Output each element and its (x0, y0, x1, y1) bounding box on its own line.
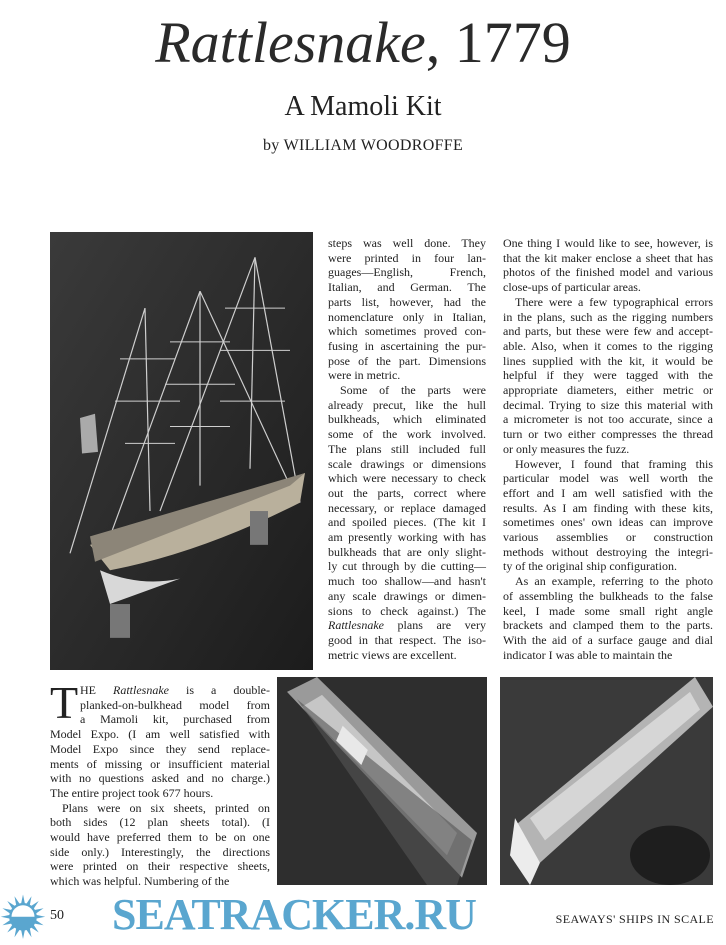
text-run: As an example, referring to the photo (515, 574, 713, 589)
text-run: The plans still included full (328, 441, 486, 456)
text-line (50, 786, 270, 801)
italic-text: Rattlesnake (113, 683, 169, 697)
text-line (328, 383, 486, 398)
text-run: am presently working with has (328, 530, 486, 545)
text-run: Italian, and German. The (328, 280, 486, 295)
article-title (0, 8, 726, 78)
text-run: Model Expo. (I am well satisfied with (50, 727, 270, 742)
text-run: ments of missing or insufficient material (50, 756, 270, 771)
text-line (503, 368, 713, 383)
text-run: and spoiled pieces. (The kit I (328, 515, 486, 530)
text-run: nomenclature only in Italian, (328, 309, 486, 324)
text-run: photos of the finished model and various (503, 265, 713, 280)
photo-hull-stern-view (500, 677, 713, 885)
text-line (503, 604, 713, 619)
text-run: fusing in ascertaining the pur- (328, 338, 486, 353)
text-run: sometimes ones' own ideas can improve (503, 515, 713, 530)
text-line (328, 339, 486, 354)
text-run: necessary, or replace damaged (328, 500, 486, 515)
text-line (503, 280, 713, 295)
text-line (328, 280, 486, 295)
title-ship-name: Rattlesnake (155, 10, 426, 75)
text-line (503, 515, 713, 530)
text-run: and parts, but these were few and accept- (503, 324, 713, 339)
text-line (503, 412, 713, 427)
text-line (328, 604, 486, 619)
text-line (328, 295, 486, 310)
text-line (503, 589, 713, 604)
text-line (328, 265, 486, 280)
text-line (328, 310, 486, 325)
text-line (503, 618, 713, 633)
text-run: various assemblies or construction (503, 530, 713, 545)
text-line (50, 830, 270, 845)
author-byline: by WILLIAM WOODROFFE (262, 137, 464, 154)
text-line (503, 530, 713, 545)
text-run: There were a few typographical errors (515, 294, 713, 309)
text-line (50, 757, 270, 772)
text-run: both sides (12 plan sheets total). (I (50, 815, 270, 830)
text-run: with no questions asked and no charge.) (50, 771, 270, 786)
text-line (503, 427, 713, 442)
text-run: keel, I made some small right angle (503, 603, 713, 618)
text-run: in the plans, such as the rigging numbers (503, 309, 713, 324)
text-run: Some of the parts were (340, 383, 486, 398)
text-line (328, 398, 486, 413)
text-line (50, 771, 270, 786)
text-run: would have preferred them to be on one (50, 830, 270, 845)
text-line (503, 471, 713, 486)
text-line (328, 559, 486, 574)
text-run: indicator I was able to maintain the (503, 647, 673, 662)
text-line (328, 486, 486, 501)
text-run: able. Also, when it comes to the rigging (503, 338, 713, 353)
text-line (503, 324, 713, 339)
text-line (50, 712, 270, 727)
text-line (503, 398, 713, 413)
text-run: ty of the original ship configuration. (503, 559, 677, 574)
text-run: With the aid of a surface gauge and dial (503, 632, 713, 647)
text-run: bulkheads that are only slight- (328, 544, 486, 559)
text-run: decimal. Trying to size this material with (503, 397, 713, 412)
text-line (328, 471, 486, 486)
text-run: a Mamoli kit, purchased from (80, 712, 270, 727)
text-line (328, 545, 486, 560)
text-line (328, 515, 486, 530)
text-line (503, 383, 713, 398)
text-line (503, 486, 713, 501)
text-run: guages—English, French, (328, 265, 486, 280)
text-run: a micrometer is not too accurate, since a (503, 412, 713, 427)
text-run: which were necessary to check (328, 471, 486, 486)
text-line (50, 859, 270, 874)
text-run: which was helpful. Numbering of the (50, 874, 230, 889)
text-line (503, 545, 713, 560)
text-run: methods without destroying the integri- (503, 544, 713, 559)
watermark-text: SEATRACKER.RU (112, 890, 476, 939)
text-run: which sometimes proved con- (328, 324, 486, 339)
text-line (328, 574, 486, 589)
text-run: steps was well done. They (328, 236, 486, 250)
text-run: The entire project took 677 hours. (50, 785, 214, 800)
text-run: were printed in four lan- (328, 250, 486, 265)
text-line (50, 845, 270, 860)
text-run: that the kit maker enclose a sheet that has (503, 250, 713, 265)
text-line (328, 251, 486, 266)
text-line (50, 815, 270, 830)
text-line (503, 457, 713, 472)
text-run: lines supplied with the kit, it would be (503, 353, 713, 368)
text-run: were printed on their respective sheets, (50, 859, 270, 874)
text-run: is a double- (168, 683, 270, 697)
photo-hull-deck-view (277, 677, 487, 885)
text-line (503, 501, 713, 516)
text-line (503, 265, 713, 280)
text-line (328, 324, 486, 339)
text-run: of assembling the bulkheads to the false (503, 588, 713, 603)
text-run: Plans were on six sheets, printed on (62, 800, 270, 815)
text-run: ly cut through by die cutting— (328, 559, 486, 574)
text-run: were in metric. (328, 368, 401, 383)
text-line (328, 457, 486, 472)
text-run: metric views are excellent. (328, 647, 457, 662)
text-line (50, 742, 270, 757)
text-line (328, 618, 486, 633)
text-line (328, 648, 486, 663)
article-column-1 (50, 683, 270, 889)
text-line (50, 698, 270, 713)
text-run: turn or two either compresses the thread (503, 427, 713, 442)
title-year: , 1779 (425, 10, 571, 75)
text-run: effort and I am well satisfied with the (503, 485, 713, 500)
text-line (328, 633, 486, 648)
article-column-3 (503, 236, 713, 662)
page-number: 50 (50, 908, 64, 923)
text-run: brackets and clamped them to the parts. (503, 618, 713, 633)
text-line (503, 310, 713, 325)
text-run: side only.) Interestingly, the directions (50, 844, 270, 859)
text-run: Model Expo since they send replace- (50, 741, 270, 756)
text-line (50, 874, 270, 889)
text-run: or only measures the fuzz. (503, 441, 630, 456)
text-run: However, I found that framing this (515, 456, 713, 471)
text-line (328, 530, 486, 545)
italic-text: Rattlesnake (328, 618, 384, 633)
text-run: One thing I would like to see, however, is (503, 236, 713, 250)
text-run: any scale drawings or dimen- (328, 588, 486, 603)
text-line (503, 251, 713, 266)
text-line (328, 368, 486, 383)
text-run: plans are very (383, 618, 486, 633)
text-run: some of the work involved. (328, 427, 486, 442)
text-line (328, 442, 486, 457)
text-run: appropriate diameters, either metric or (503, 383, 713, 398)
text-line (503, 236, 713, 251)
text-line (503, 354, 713, 369)
running-head: SEAWAYS' SHIPS IN SCALE (555, 912, 714, 926)
text-line (503, 559, 713, 574)
article-subtitle: A Mamoli Kit (284, 91, 442, 122)
text-line (50, 801, 270, 816)
text-line (503, 574, 713, 589)
text-line (328, 501, 486, 516)
text-line (328, 589, 486, 604)
text-run: pose of the part. Dimensions (328, 353, 486, 368)
text-line (328, 354, 486, 369)
text-line (328, 236, 486, 251)
text-line (503, 648, 713, 663)
text-run: planked-on-bulkhead model from (80, 697, 270, 712)
text-run: much too shallow—and hasn't (328, 574, 486, 589)
watermark-sun-icon (0, 893, 46, 939)
text-line (503, 633, 713, 648)
text-run: parts list, however, had the (328, 294, 486, 309)
text-line (50, 683, 270, 698)
photo-full-rigged-model (50, 232, 313, 670)
text-run: results. As I am finding with these kits, (503, 500, 713, 515)
text-run: bulkheads, which eliminated (328, 412, 486, 427)
drop-cap: T (50, 677, 79, 728)
text-line (328, 412, 486, 427)
text-run: particular model was well worth the (503, 471, 713, 486)
text-line (328, 427, 486, 442)
text-run: helpful if they were tagged with the (503, 368, 713, 383)
text-line (503, 339, 713, 354)
article-column-2 (328, 236, 486, 662)
text-line (503, 442, 713, 457)
text-run: scale drawings or dimensions (328, 456, 486, 471)
text-run: sions to check against.) The (328, 603, 486, 618)
text-run: already precut, like the hull (328, 397, 486, 412)
text-run: out the parts, correct where (328, 485, 486, 500)
text-line (503, 295, 713, 310)
text-line (50, 727, 270, 742)
text-run: HE (80, 683, 113, 697)
text-run: good in that respect. The iso- (328, 632, 486, 647)
text-run: close-ups of particular areas. (503, 280, 641, 295)
